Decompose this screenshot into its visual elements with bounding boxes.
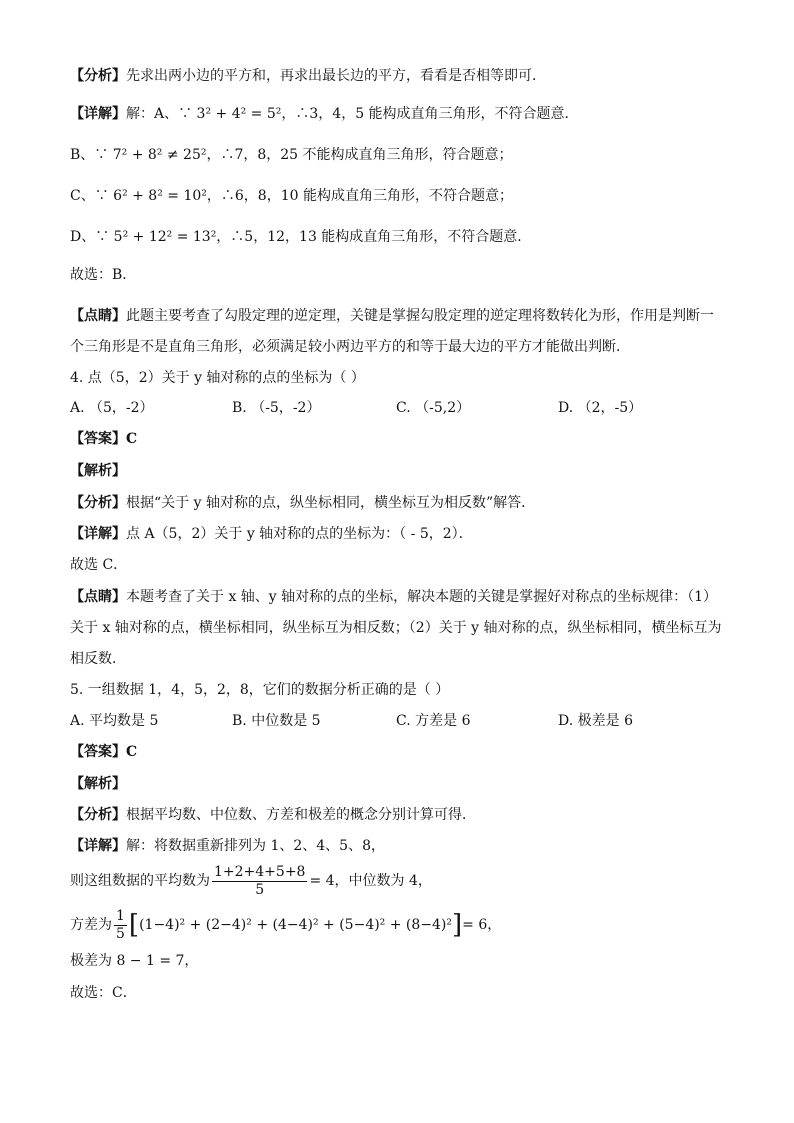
prev-analysis xyxy=(70,66,734,86)
variance-prefix: 方差为 xyxy=(70,917,112,933)
analysis-tag: 【分析】 xyxy=(70,807,126,823)
detail-text: 点 A（5，2）关于 y 轴对称的点的坐标为：（ - 5，2）． xyxy=(126,526,473,542)
q5-choice: 故选：C． xyxy=(70,985,137,1001)
q5-analysis-head: 【解析】 xyxy=(70,776,126,792)
q5-range: 极差为 8 − 1 = 7， xyxy=(70,953,199,969)
variance-body: (1−4)² + (2−4)² + (4−4)² + (5−4)² + (8−4)² xyxy=(139,917,453,933)
q5-detail xyxy=(70,836,734,856)
analysis-text: 先求出两小边的平方和，再求出最长边的平方，看看是否相等即可． xyxy=(126,68,546,84)
left-bracket: [ xyxy=(128,910,140,940)
q4-comment-3: 相反数． xyxy=(70,651,126,667)
prev-line-d: D、∵ 5² + 12² = 13²，∴5，12，13 能构成直角三角形，不符合题意． xyxy=(70,229,532,245)
q5-option-d: D. 极差是 6 xyxy=(558,713,633,729)
q4-option-a: A. （5，-2） xyxy=(70,400,154,416)
q4-option-b: B. （-5，-2） xyxy=(232,400,321,416)
q5-stem: 5. 一组数据 1，4，5，2，8，它们的数据分析正确的是（ ） xyxy=(70,682,450,698)
q4-comment-2: 关于 x 轴对称的点，横坐标相同，纵坐标互为相反数；（2）关于 y 轴对称的点，纵坐标相同，横坐标互为 xyxy=(70,620,722,636)
comment-tag: 【点睛】 xyxy=(70,589,126,605)
q4-detail xyxy=(70,524,734,544)
comment-tag: 【点睛】 xyxy=(70,308,126,324)
q5-answer: 【答案】C xyxy=(70,744,138,760)
q4-option-d: D. （2，-5） xyxy=(558,400,643,416)
variance-fraction xyxy=(114,908,127,943)
mean-prefix: 则这组数据的平均数为 xyxy=(70,873,210,889)
q4-stem: 4. 点（5，2）关于 y 轴对称的点的坐标为（ ） xyxy=(70,370,365,386)
prev-line-c: C、∵ 6² + 8² = 10²，∴6，8，10 能构成直角三角形，不符合题意； xyxy=(70,188,513,204)
q5-option-c: C. 方差是 6 xyxy=(396,713,471,729)
q4-answer: 【答案】C xyxy=(70,431,138,447)
analysis-tag: 【分析】 xyxy=(70,495,126,511)
right-bracket: ] xyxy=(452,910,463,940)
mean-fraction xyxy=(212,864,307,899)
q5-variance-line xyxy=(70,906,734,944)
analysis-tag: 【分析】 xyxy=(70,68,126,84)
q4-analysis-head: 【解析】 xyxy=(70,463,126,479)
q5-option-a: A. 平均数是 5 xyxy=(70,713,159,729)
prev-detail xyxy=(70,104,734,124)
variance-denominator: 5 xyxy=(116,925,125,942)
detail-text: 解：A、∵ 3² + 4² = 5²，∴3，4，5 能构成直角三角形，不符合题意． xyxy=(126,106,579,122)
q5-mean-line xyxy=(70,862,734,900)
q4-option-c: C. （-5,2） xyxy=(396,400,471,416)
prev-line-b: B、∵ 7² + 8² ≠ 25²，∴7，8，25 不能构成直角三角形，符合题意； xyxy=(70,147,513,163)
detail-tag: 【详解】 xyxy=(70,838,126,854)
prev-comment-2: 个三角形是不是直角三角形，必须满足较小两边平方的和等于最大边的平方才能做出判断． xyxy=(70,339,630,355)
mean-denominator: 5 xyxy=(255,881,265,898)
q5-analysis xyxy=(70,805,734,825)
detail-text: 解：将数据重新排列为 1、2、4、5、8， xyxy=(126,838,385,854)
comment-text: 此题主要考查了勾股定理的逆定理，关键是掌握勾股定理的逆定理将数转化为形，作用是判断一 xyxy=(126,308,714,324)
prev-choice: 故选：B． xyxy=(70,267,137,283)
analysis-text: 根据平均数、中位数、方差和极差的概念分别计算可得． xyxy=(126,807,476,823)
mean-numerator: 1+2+4+5+8 xyxy=(214,863,306,880)
q4-choice: 故选 C． xyxy=(70,557,128,573)
mean-suffix: = 4，中位数为 4， xyxy=(309,873,432,889)
comment-text: 本题考查了关于 x 轴、y 轴对称的点的坐标，解决本题的关键是掌握好对称点的坐标规律：（1） xyxy=(126,589,718,605)
variance-suffix: = 6， xyxy=(462,917,502,933)
q4-comment-1 xyxy=(70,587,734,607)
detail-tag: 【详解】 xyxy=(70,106,126,122)
variance-numerator: 1 xyxy=(116,907,125,924)
detail-tag: 【详解】 xyxy=(70,526,126,542)
q5-option-b: B. 中位数是 5 xyxy=(232,713,321,729)
prev-comment-1 xyxy=(70,306,734,326)
analysis-text: 根据“关于 y 轴对称的点，纵坐标相同，横坐标互为相反数”解答． xyxy=(126,495,536,511)
q4-analysis xyxy=(70,493,734,513)
